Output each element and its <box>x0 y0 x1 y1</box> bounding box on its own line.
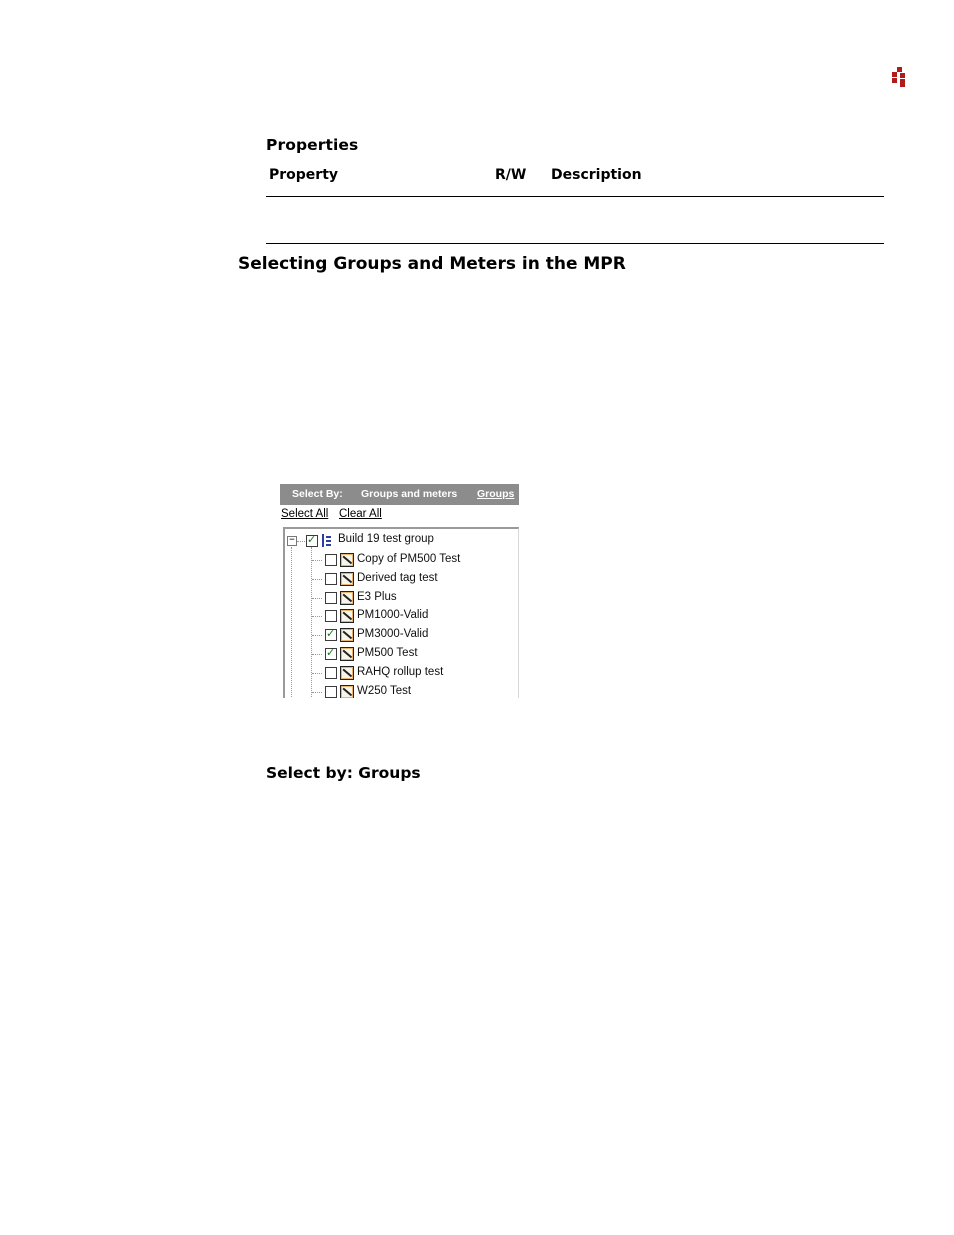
meter-row[interactable] <box>285 684 515 698</box>
meter-gauge-icon <box>340 666 354 680</box>
meter-label[interactable]: PM1000-Valid <box>357 609 429 622</box>
select-all-link[interactable]: Select All <box>281 508 329 520</box>
meter-gauge-icon <box>340 647 354 661</box>
brand-logo-icon <box>892 67 906 87</box>
meter-checkbox[interactable] <box>325 648 337 660</box>
select-by-bar <box>280 484 519 505</box>
collapse-toggle-icon[interactable]: − <box>287 536 297 546</box>
meter-row[interactable] <box>285 665 515 682</box>
tree-guide-line <box>297 541 305 542</box>
group-checkbox[interactable] <box>306 535 318 547</box>
meter-row[interactable] <box>285 646 515 663</box>
figure-caption: Select by: Groups <box>266 764 421 782</box>
table-header-rule <box>266 196 884 197</box>
meter-gauge-icon <box>340 553 354 567</box>
meter-label[interactable]: Copy of PM500 Test <box>357 553 461 565</box>
tree-guide-line <box>312 635 322 636</box>
meter-checkbox[interactable] <box>325 592 337 604</box>
tree-guide-line <box>312 673 322 674</box>
meter-gauge-icon <box>340 628 354 642</box>
meter-row[interactable] <box>285 571 515 588</box>
meter-row[interactable] <box>285 552 515 569</box>
group-label[interactable]: Build 19 test group <box>338 533 434 545</box>
tree-guide-line <box>312 692 322 693</box>
clear-all-link[interactable]: Clear All <box>339 508 382 520</box>
meter-checkbox[interactable] <box>325 554 337 566</box>
meter-label[interactable]: E3 Plus <box>357 590 397 603</box>
group-tree <box>283 527 519 698</box>
meter-label[interactable]: W250 Test <box>357 684 412 697</box>
meter-checkbox[interactable] <box>325 629 337 641</box>
option-groups[interactable]: Groups <box>477 488 515 500</box>
selection-panel-screenshot <box>280 484 519 698</box>
tree-guide-line <box>312 579 322 580</box>
meter-checkbox[interactable] <box>325 686 337 698</box>
tree-guide-line <box>312 598 322 599</box>
tree-guide-line <box>312 654 322 655</box>
meter-gauge-icon <box>340 572 354 586</box>
meter-gauge-icon <box>340 591 354 605</box>
column-header-rw: R/W <box>495 167 527 183</box>
group-tree-icon <box>322 534 332 547</box>
option-groups-and-meters[interactable]: Groups and meters <box>361 488 458 500</box>
meter-row[interactable] <box>285 627 515 644</box>
meter-checkbox[interactable] <box>325 610 337 622</box>
tree-guide-line <box>312 616 322 617</box>
section-heading: Selecting Groups and Meters in the MPR <box>238 254 626 274</box>
select-by-label: Select By: <box>292 488 343 500</box>
meter-checkbox[interactable] <box>325 667 337 679</box>
meter-gauge-icon <box>340 609 354 623</box>
meter-row[interactable] <box>285 608 515 625</box>
column-header-description: Description <box>551 167 642 183</box>
meter-label[interactable]: Derived tag test <box>357 571 438 584</box>
meter-gauge-icon <box>340 685 354 698</box>
meter-checkbox[interactable] <box>325 573 337 585</box>
meter-label[interactable]: PM3000-Valid <box>357 628 429 641</box>
column-header-property: Property <box>269 167 339 183</box>
meter-label[interactable]: PM500 Test <box>357 647 418 659</box>
meter-label[interactable]: RAHQ rollup test <box>357 665 444 678</box>
properties-heading: Properties <box>266 136 359 154</box>
table-bottom-rule <box>266 243 884 244</box>
tree-guide-line <box>312 560 322 561</box>
meter-row[interactable] <box>285 590 515 607</box>
